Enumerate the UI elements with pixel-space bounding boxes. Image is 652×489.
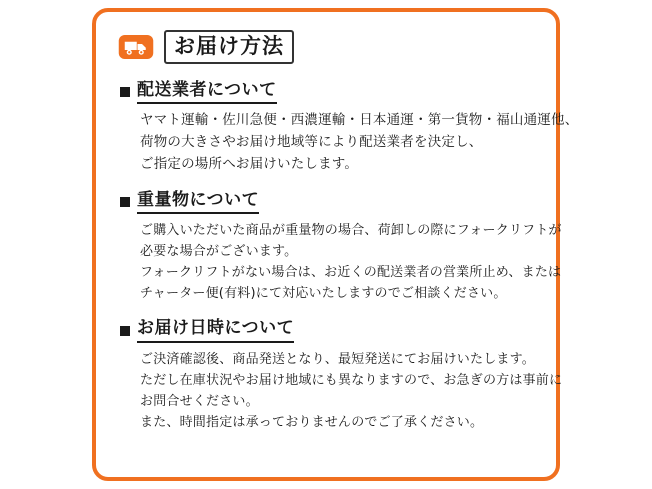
section-heading-label: お届け日時について xyxy=(137,318,294,342)
section-body xyxy=(140,110,579,176)
bullet-square-icon xyxy=(120,326,130,336)
body-line: 必要な場合がございます。 xyxy=(140,244,298,260)
bullet-square-icon xyxy=(120,197,130,207)
section-heading-label: 重量物について xyxy=(137,190,259,214)
section-delivery-datetime xyxy=(118,318,563,432)
body-line: ご指定の場所へお届けいたします。 xyxy=(140,156,359,173)
body-line: フォークリフトがない場合は、お近くの配送業者の営業所止め、または xyxy=(140,265,562,281)
section-body xyxy=(140,220,562,304)
body-line: ご購入いただいた商品が重量物の場合、荷卸しの際にフォークリフトが xyxy=(140,223,562,239)
page-title: お届け方法 xyxy=(174,34,284,58)
body-line: また、時間指定は承っておりませんのでご了承ください。 xyxy=(140,414,484,430)
body-line: 荷物の大きさやお届け地域等により配送業者を決定し、 xyxy=(140,134,483,151)
delivery-info-card xyxy=(92,8,579,481)
delivery-truck-icon xyxy=(118,32,154,62)
page-title-box xyxy=(164,30,294,64)
section-heading-label: 配送業者について xyxy=(137,80,277,104)
card-inner xyxy=(96,12,579,457)
section-delivery-company xyxy=(118,80,579,176)
section-heavy-items xyxy=(118,190,562,304)
section-heading xyxy=(120,80,536,104)
body-line: お問合せください。 xyxy=(140,393,259,409)
body-line: ご決済確認後、商品発送となり、最短発送にてお届けいたします。 xyxy=(140,351,535,367)
body-line: ヤマト運輸・佐川急便・西濃運輸・日本通運・第一貨物・福山通運他、 xyxy=(140,112,579,129)
section-heading xyxy=(120,190,536,214)
body-line: ただし在庫状況やお届け地域にも異なりますので、お急ぎの方は事前に xyxy=(140,372,563,388)
bullet-square-icon xyxy=(120,87,130,97)
body-line: チャーター便(有料)にて対応いたしますのでご相談ください。 xyxy=(140,286,507,302)
section-heading xyxy=(120,318,536,342)
card-header xyxy=(118,30,536,64)
section-body xyxy=(140,349,563,433)
